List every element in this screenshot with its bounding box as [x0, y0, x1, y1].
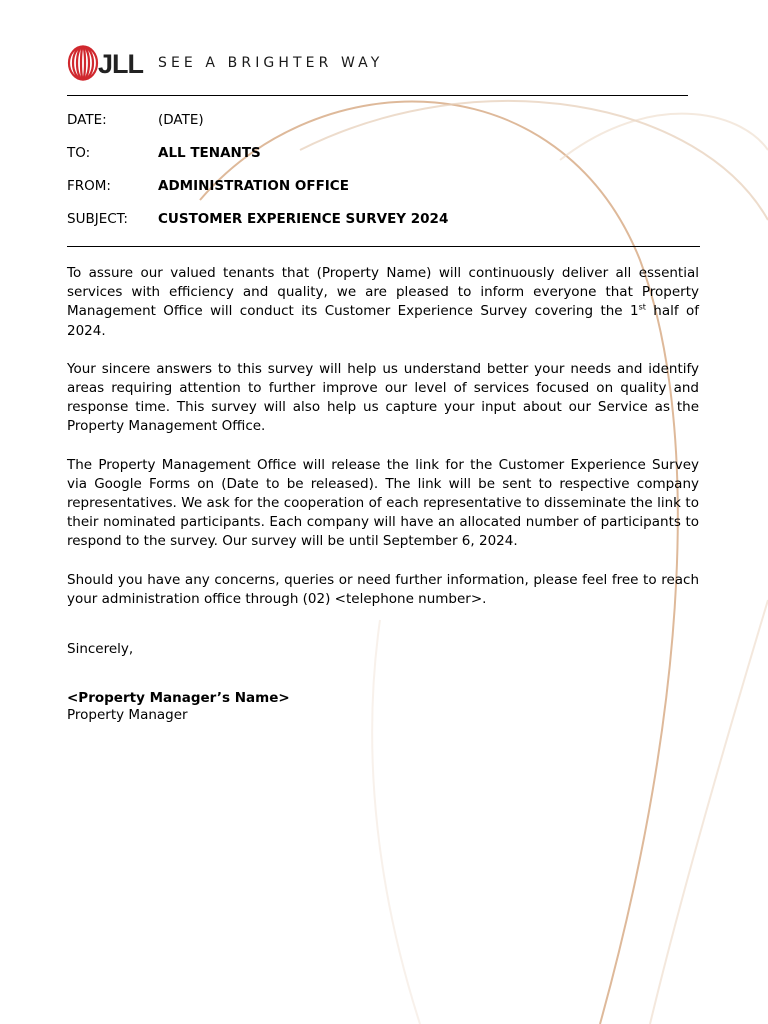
to-row	[67, 144, 261, 162]
paragraph-intro: To assure our valued tenants that (Property Name) will continuously deliver all essential services with efficiency and quality, we are pleased to inform everyone that Property Management Office will conduct its Customer Experience Survey covering the 1st half of 2024.	[67, 265, 699, 339]
signer-title: Property Manager	[67, 707, 188, 723]
logo-wordmark: JLL	[98, 49, 144, 79]
memo-divider	[67, 246, 700, 247]
brand-tagline: SEE A BRIGHTER WAY	[158, 55, 384, 71]
letter-body	[67, 264, 699, 628]
date-value: (DATE)	[158, 112, 204, 128]
from-row	[67, 177, 349, 195]
subject-value: CUSTOMER EXPERIENCE SURVEY 2024	[158, 211, 449, 227]
ordinal-suffix: st	[638, 302, 646, 312]
paragraph-purpose: Your sincere answers to this survey will help us understand better your needs and identify areas requiring attention to further improve our level of services focused on quality and response time. This survey will also help us capture your input about our Service as the Property Management Office.	[67, 360, 699, 435]
date-label: DATE:	[67, 112, 107, 128]
to-label: TO:	[67, 145, 91, 161]
signer-name: <Property Manager’s Name>	[67, 690, 290, 706]
paragraph-contact: Should you have any concerns, queries or need further information, please feel free to reach your administration office through (02) <telephone number>.	[67, 571, 699, 607]
date-row	[67, 111, 204, 129]
header-divider	[67, 95, 688, 96]
to-value: ALL TENANTS	[158, 145, 261, 161]
subject-row	[67, 210, 448, 228]
closing-salutation: Sincerely,	[67, 641, 134, 657]
subject-label: SUBJECT:	[67, 211, 128, 227]
from-label: FROM:	[67, 178, 111, 194]
paragraph-process: The Property Management Office will release the link for the Customer Experience Survey via Google Forms on (Date to be released). The link will be sent to respective company representatives. We ask for the cooperation of each representative to disseminate the link to their nominated participants. Each company will have an allocated number of participants to respond to the survey. Our survey will be until September 6, 2024.	[67, 456, 699, 550]
from-value: ADMINISTRATION OFFICE	[158, 178, 349, 194]
jll-logo-icon	[67, 45, 99, 81]
